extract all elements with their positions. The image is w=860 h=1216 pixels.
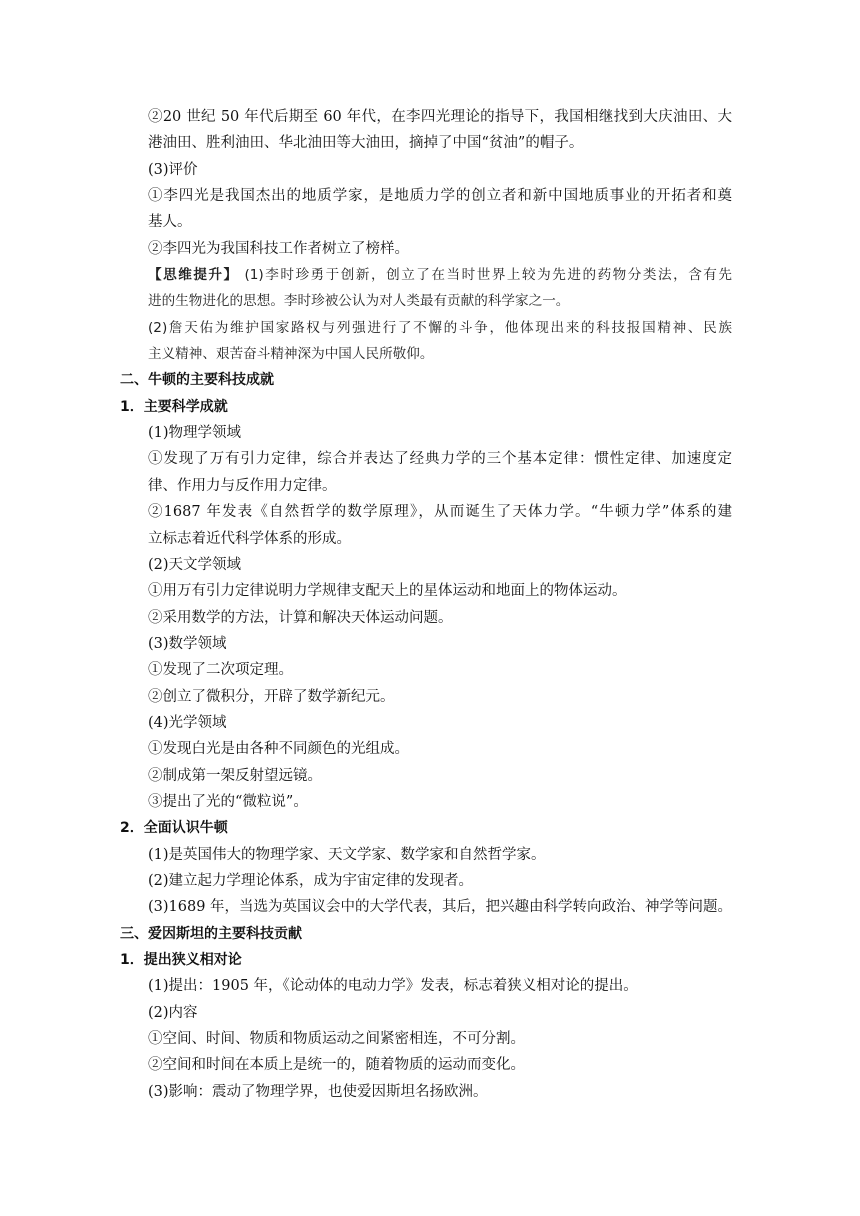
section-heading	[120, 815, 732, 841]
text-line	[120, 473, 732, 499]
text-content: 律、作用力与反作用力定律。	[148, 477, 337, 494]
text-line	[120, 315, 732, 341]
text-content: ②制成第一架反射望远镜。	[148, 767, 322, 784]
text-content: (1)提出：1905 年，《论动体的电动力学》发表，标志着狭义相对论的提出。	[148, 978, 638, 995]
text-line	[120, 104, 732, 130]
text-content: ①空间、时间、物质和物质运动之间紧密相连，不可分割。	[148, 1031, 525, 1048]
text-content: 二、牛顿的主要科技成就	[120, 372, 274, 389]
text-content: (2)内容	[148, 1004, 198, 1021]
text-content: 三、爱因斯坦的主要科技贡献	[120, 925, 302, 942]
text-line	[120, 578, 732, 604]
text-line	[120, 736, 732, 762]
text-content: ③提出了光的“微粒说”。	[148, 793, 308, 810]
text-line	[120, 1026, 732, 1052]
text-line	[120, 236, 732, 262]
text-content: 1．提出狭义相对论	[120, 952, 242, 968]
text-content: ①用万有引力定律说明力学规律支配天上的星体运动和地面上的物体运动。	[148, 583, 627, 600]
text-line	[120, 341, 732, 367]
text-line	[120, 157, 732, 183]
text-line	[120, 1079, 732, 1105]
text-line	[120, 262, 732, 288]
text-line	[120, 789, 732, 815]
thinking-label: 【思维提升】	[148, 267, 239, 284]
text-content: ②创立了微积分，开辟了数学新纪元。	[148, 688, 395, 705]
text-content: (3)影响：震动了物理学界，也使爱因斯坦名扬欧洲。	[148, 1083, 488, 1100]
text-content: ①发现了二次项定理。	[148, 662, 293, 679]
section-heading	[120, 947, 732, 973]
text-content: 立标志着近代科学体系的形成。	[148, 530, 351, 547]
text-line	[120, 209, 732, 235]
text-line	[120, 763, 732, 789]
text-line	[120, 842, 732, 868]
document-page	[120, 104, 732, 1105]
text-content: 主义精神、艰苦奋斗精神深为中国人民所敬仰。	[148, 346, 434, 363]
text-content: 进的生物进化的思想。李时珍被公认为对人类最有贡献的科学家之一。	[148, 293, 570, 310]
text-line	[120, 552, 732, 578]
text-content: ②李四光为我国科技工作者树立了榜样。	[148, 240, 409, 257]
text-content: (2)建立起力学理论体系，成为宇宙定律的发现者。	[148, 872, 474, 889]
text-line	[120, 446, 732, 472]
text-line	[120, 183, 732, 209]
text-content: (1)是英国伟大的物理学家、天文学家、数学家和自然哲学家。	[148, 846, 546, 863]
text-line	[120, 973, 732, 999]
text-line	[120, 657, 732, 683]
text-line	[120, 868, 732, 894]
text-content: (1)李时珍勇于创新，创立了在当时世界上较为先进的药物分类法，含有先	[238, 267, 733, 284]
text-content: ②空间和时间在本质上是统一的，随着物质的运动而变化。	[148, 1057, 525, 1074]
text-line	[120, 130, 732, 156]
text-content: ②采用数学的方法，计算和解决天体运动问题。	[148, 609, 453, 626]
text-content: (3)1689 年，当选为英国议会中的大学代表，其后，把兴趣由科学转向政治、神学等问题。	[148, 899, 733, 916]
text-line	[120, 1000, 732, 1026]
text-content: (2)詹天佑为维护国家路权与列强进行了不懈的斗争，他体现出来的科技报国精神、民族	[148, 319, 732, 336]
section-heading	[120, 367, 732, 393]
text-line	[120, 1052, 732, 1078]
text-line	[120, 894, 732, 920]
text-content: (3)评价	[148, 161, 198, 178]
text-content: (3)数学领域	[148, 635, 227, 652]
text-line	[120, 288, 732, 314]
text-content: ①发现白光是由各种不同颜色的光组成。	[148, 741, 409, 758]
text-content: ②1687 年发表《自然哲学的数学原理》，从而诞生了天体力学。“牛顿力学”体系的建	[148, 504, 732, 521]
text-line	[120, 605, 732, 631]
text-line	[120, 499, 732, 525]
text-line	[120, 684, 732, 710]
text-content: 港油田、胜利油田、华北油田等大油田，摘掉了中国“贫油”的帽子。	[148, 135, 584, 152]
section-heading	[120, 921, 732, 947]
text-content: (2)天文学领域	[148, 556, 242, 573]
text-line	[120, 710, 732, 736]
text-line	[120, 420, 732, 446]
text-content: 1．主要科学成就	[120, 398, 228, 415]
section-heading	[120, 394, 732, 420]
text-content: 基人。	[148, 214, 192, 231]
text-line	[120, 631, 732, 657]
text-content: (4)光学领域	[148, 714, 227, 731]
text-line	[120, 526, 732, 552]
text-content: ①李四光是我国杰出的地质学家，是地质力学的创立者和新中国地质事业的开拓者和奠	[148, 188, 732, 205]
text-content: (1)物理学领域	[148, 425, 242, 442]
text-content: 2．全面认识牛顿	[120, 820, 228, 837]
text-content: ②20 世纪 50 年代后期至 60 年代，在李四光理论的指导下，我国相继找到大庆油田、大	[148, 109, 732, 125]
text-content: ①发现了万有引力定律，综合并表达了经典力学的三个基本定律：惯性定律、加速度定	[148, 451, 732, 468]
